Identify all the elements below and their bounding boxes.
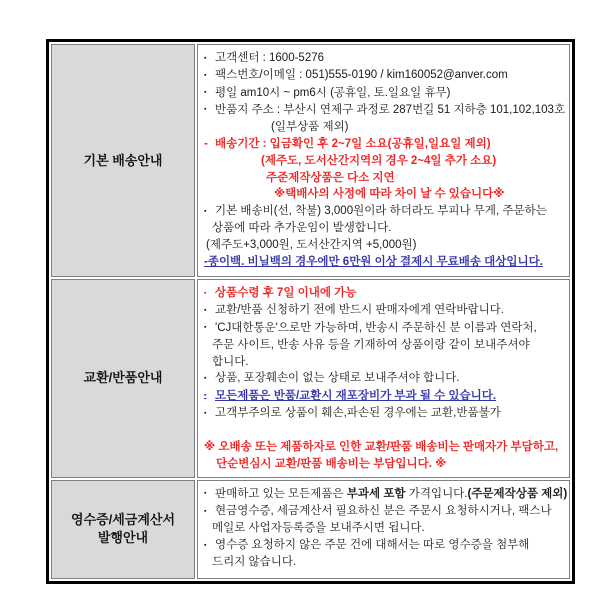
text-segment: 모든제품은 반품/교환시 재포장비가 부과 될 수 있습니다. xyxy=(215,389,497,402)
table-row xyxy=(51,44,570,277)
text-segment: 상품에 따라 추가운임이 발생합니다. xyxy=(212,222,392,235)
text-segment: (제주도+3,000원, 도서산간지역 +5,000원) xyxy=(206,239,417,252)
text-line xyxy=(204,254,567,271)
text-segment: 드리지 않습니다. xyxy=(212,556,297,569)
text-line xyxy=(204,85,567,102)
text-line xyxy=(204,186,567,203)
text-line xyxy=(204,170,567,187)
text-segment: 영수증 요청하지 않은 주문 건에 대해서는 따로 영수증을 첨부해 xyxy=(215,539,530,552)
text-segment: 반품지 주소 : 부산시 연제구 과정로 287번길 51 지하층 101,102,103호 xyxy=(215,103,566,116)
text-segment: 배송기간 : 입금확인 후 2~7일 소요(공휴일,일요일 제외) xyxy=(215,137,491,150)
text-line xyxy=(204,439,567,456)
text-line xyxy=(204,503,567,520)
text-line xyxy=(204,520,567,537)
text-segment: (일부상품 제외) xyxy=(271,121,349,134)
bullet-icon: ▪ xyxy=(204,306,207,314)
text-line xyxy=(204,554,567,571)
text-segment: 주준제작상품은 다소 지연 xyxy=(266,171,395,184)
text-line xyxy=(204,405,567,422)
bullet-icon: ▪ xyxy=(204,89,207,97)
text-segment: -종이백. 비닐백의 경우에만 6만원 이상 결제시 무료배송 대상입니다. xyxy=(204,256,543,269)
text-line xyxy=(204,320,567,337)
bullet-icon: ▪ xyxy=(204,374,207,382)
text-line xyxy=(204,203,567,220)
text-line xyxy=(204,370,567,387)
text-segment: 단순변심시 교환/판품 배송비는 부담입니다. ※ xyxy=(216,457,447,470)
text-line xyxy=(204,153,567,170)
text-segment: 기본 배송비(선, 착불) 3,000원이라 하더라도 부피나 무게, 주문하는 xyxy=(215,205,547,218)
text-segment: 'CJ대한통운'으로만 가능하며, 반송시 주문하신 분 이름과 연락처, xyxy=(215,321,537,334)
bullet-icon: ▪ xyxy=(204,289,207,297)
text-line xyxy=(204,50,567,67)
text-segment: 메일로 사업자등록증을 보내주시면 됩니다. xyxy=(212,522,425,535)
text-line xyxy=(204,354,567,371)
text-segment: 상품수령 후 7일 이내에 가능 xyxy=(215,287,357,299)
bullet-icon: ▪ xyxy=(204,71,207,79)
text-segment: 주문 사이트, 반송 사유 등을 기재하여 상품이랑 같이 보내주셔야 xyxy=(212,338,530,351)
table-row xyxy=(51,279,570,478)
shipping-info-panel xyxy=(46,39,575,584)
bullet-icon: ▪ xyxy=(204,207,207,215)
text-line xyxy=(204,537,567,554)
bullet-icon: ▪ xyxy=(204,324,207,332)
bullet-icon: ▪ xyxy=(204,507,207,515)
section-header-text: 영수증/세금계산서 xyxy=(70,512,176,528)
text-line xyxy=(204,337,567,354)
section-header-cell xyxy=(51,480,195,579)
section-header-cell xyxy=(51,44,195,277)
text-segment: ※택배사의 사정에 따라 차이 날 수 있습니다※ xyxy=(274,188,505,201)
section-header-text: 교환/반품안내 xyxy=(83,370,163,386)
text-line xyxy=(204,302,567,319)
section-content-cell xyxy=(197,279,570,478)
text-line xyxy=(204,119,567,136)
bullet-icon: ▪ xyxy=(204,106,207,114)
bullet-icon: ▪ xyxy=(204,409,207,417)
text-segment: 현금영수증, 세금계산서 필요하신 분은 주문시 요청하시거나, 팩스나 xyxy=(215,505,552,518)
text-segment: 합니다. xyxy=(212,355,249,368)
text-segment: 부과세 포함 xyxy=(346,487,406,500)
text-segment: 팩스번호/이메일 : 051)555-0190 / kim160052@anver.com xyxy=(215,69,508,82)
text-segment: 가격입니다. xyxy=(405,487,468,500)
text-line xyxy=(204,237,567,254)
text-segment: ※ 오배송 또는 제품하자로 인한 교환/판품 배송비는 판매자가 부담하고, xyxy=(204,441,559,454)
text-segment: (주문제작상품 제외) xyxy=(467,487,568,500)
text-line xyxy=(204,67,567,84)
bullet-icon: ▪ xyxy=(204,490,207,498)
text-segment: 평일 am10시 ~ pm6시 (공휴일, 토.일요일 휴무) xyxy=(215,86,451,99)
text-line xyxy=(204,285,567,302)
text-line xyxy=(204,388,567,405)
text-line xyxy=(204,136,567,153)
info-table xyxy=(46,39,575,584)
text-segment: 고객센터 : 1600-5276 xyxy=(215,52,325,64)
bullet-icon: ▪ xyxy=(204,392,207,400)
text-segment: 상품, 포장훼손이 없는 상태로 보내주셔야 합니다. xyxy=(215,372,460,385)
section-content-cell xyxy=(197,44,570,277)
bullet-icon: - xyxy=(204,137,208,150)
section-header-text: 기본 배송안내 xyxy=(83,152,163,168)
text-segment: 판매하고 있는 모든제품은 xyxy=(215,487,347,500)
text-line xyxy=(204,422,567,439)
section-content-cell xyxy=(197,480,570,579)
section-header-cell xyxy=(51,279,195,478)
text-line xyxy=(204,220,567,237)
text-segment: 고객부주의로 상품이 훼손,파손된 경우에는 교환,반품불가 xyxy=(215,407,501,420)
section-header-text: 발행안내 xyxy=(97,530,149,546)
text-segment: 교환/반품 신청하기 전에 반드시 판매자에게 연락바랍니다. xyxy=(215,304,504,317)
bullet-icon: ▪ xyxy=(204,541,207,549)
text-line xyxy=(204,456,567,473)
text-line xyxy=(204,102,567,119)
bullet-icon: ▪ xyxy=(204,54,207,62)
table-row xyxy=(51,480,570,579)
info-table-body xyxy=(51,44,570,579)
text-line xyxy=(204,486,567,503)
text-segment: (제주도, 도서산간지역의 경우 2~4일 추가 소요) xyxy=(261,154,497,167)
